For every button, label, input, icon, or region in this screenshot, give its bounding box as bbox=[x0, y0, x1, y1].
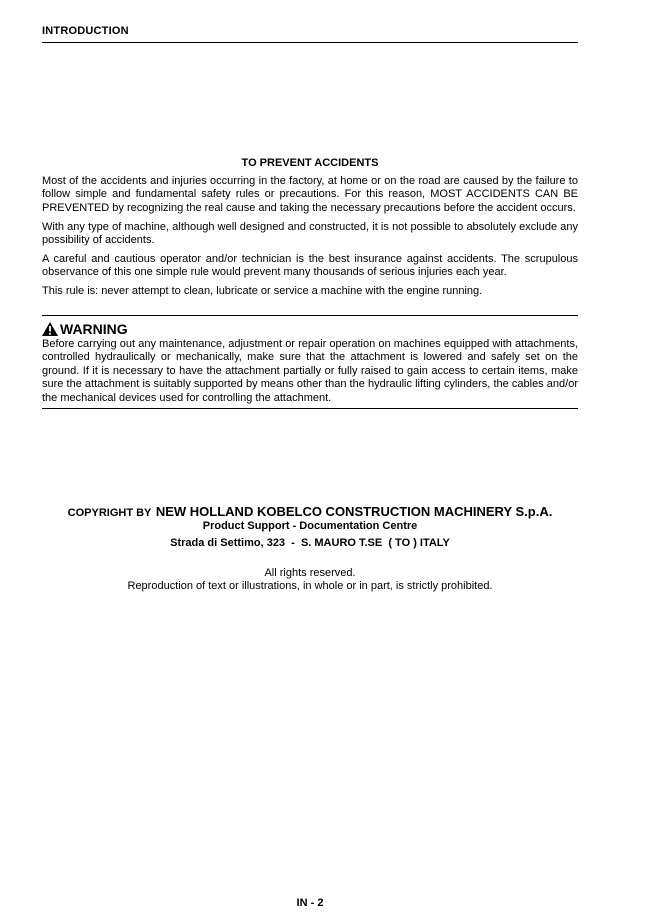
paragraph-2: With any type of machine, although well designed and constructed, it is not possible to absolutely exclude any possibility of accidents. bbox=[42, 221, 578, 247]
section-title: TO PREVENT ACCIDENTS bbox=[241, 157, 379, 169]
page-number: IN - 2 bbox=[296, 897, 324, 909]
reproduction-notice: Reproduction of text or illustrations, in whole or in part, is strictly prohibited. bbox=[127, 580, 493, 592]
warning-text: Before carrying out any maintenance, adjustment or repair operation on machines equipped with attachments, controlled hydraulically or mechanically, make sure that the attachment is lowered and safely set on the ground. If it is necessary to have the attachment partially or fully raised to gain access to certain items, make sure the attachment is suitably supported by means other than the hydraulic lifting cylinders, the cables and/or the mechanical devices used for controlling the attachment. bbox=[42, 338, 578, 404]
warning-triangle-icon bbox=[42, 322, 58, 336]
warning-bottom-divider bbox=[42, 408, 578, 409]
copyright-address: Strada di Settimo, 323 - S. MAURO T.SE ( TO ) ITALY bbox=[170, 537, 450, 549]
page-header-title: INTRODUCTION bbox=[42, 25, 129, 37]
rights-reserved: All rights reserved. bbox=[264, 567, 356, 579]
warning-heading bbox=[42, 321, 128, 337]
copyright-company: NEW HOLLAND KOBELCO CONSTRUCTION MACHINERY S.p.A. bbox=[155, 504, 553, 519]
header-divider bbox=[42, 42, 578, 43]
paragraph-4: This rule is: never attempt to clean, lubricate or service a machine with the engine running. bbox=[42, 285, 483, 297]
warning-top-divider bbox=[42, 315, 578, 316]
warning-heading-label: WARNING bbox=[60, 321, 128, 337]
paragraph-1: Most of the accidents and injuries occurring in the factory, at home or on the road are caused by the failure to follow simple and fundamental safety rules or precautions. For this reason, MOST ACCIDENTS CAN BE PREVENTED by recognizing the real cause and taking the necessary precautions before the accident occurs. bbox=[42, 175, 578, 214]
copyright-line bbox=[42, 503, 578, 521]
copyright-department: Product Support - Documentation Centre bbox=[202, 520, 418, 532]
copyright-prefix: COPYRIGHT BY bbox=[67, 507, 152, 519]
paragraph-3: A careful and cautious operator and/or technician is the best insurance against accidents. The scrupulous observance of this one simple rule would prevent many thousands of serious injuries each year. bbox=[42, 253, 578, 279]
